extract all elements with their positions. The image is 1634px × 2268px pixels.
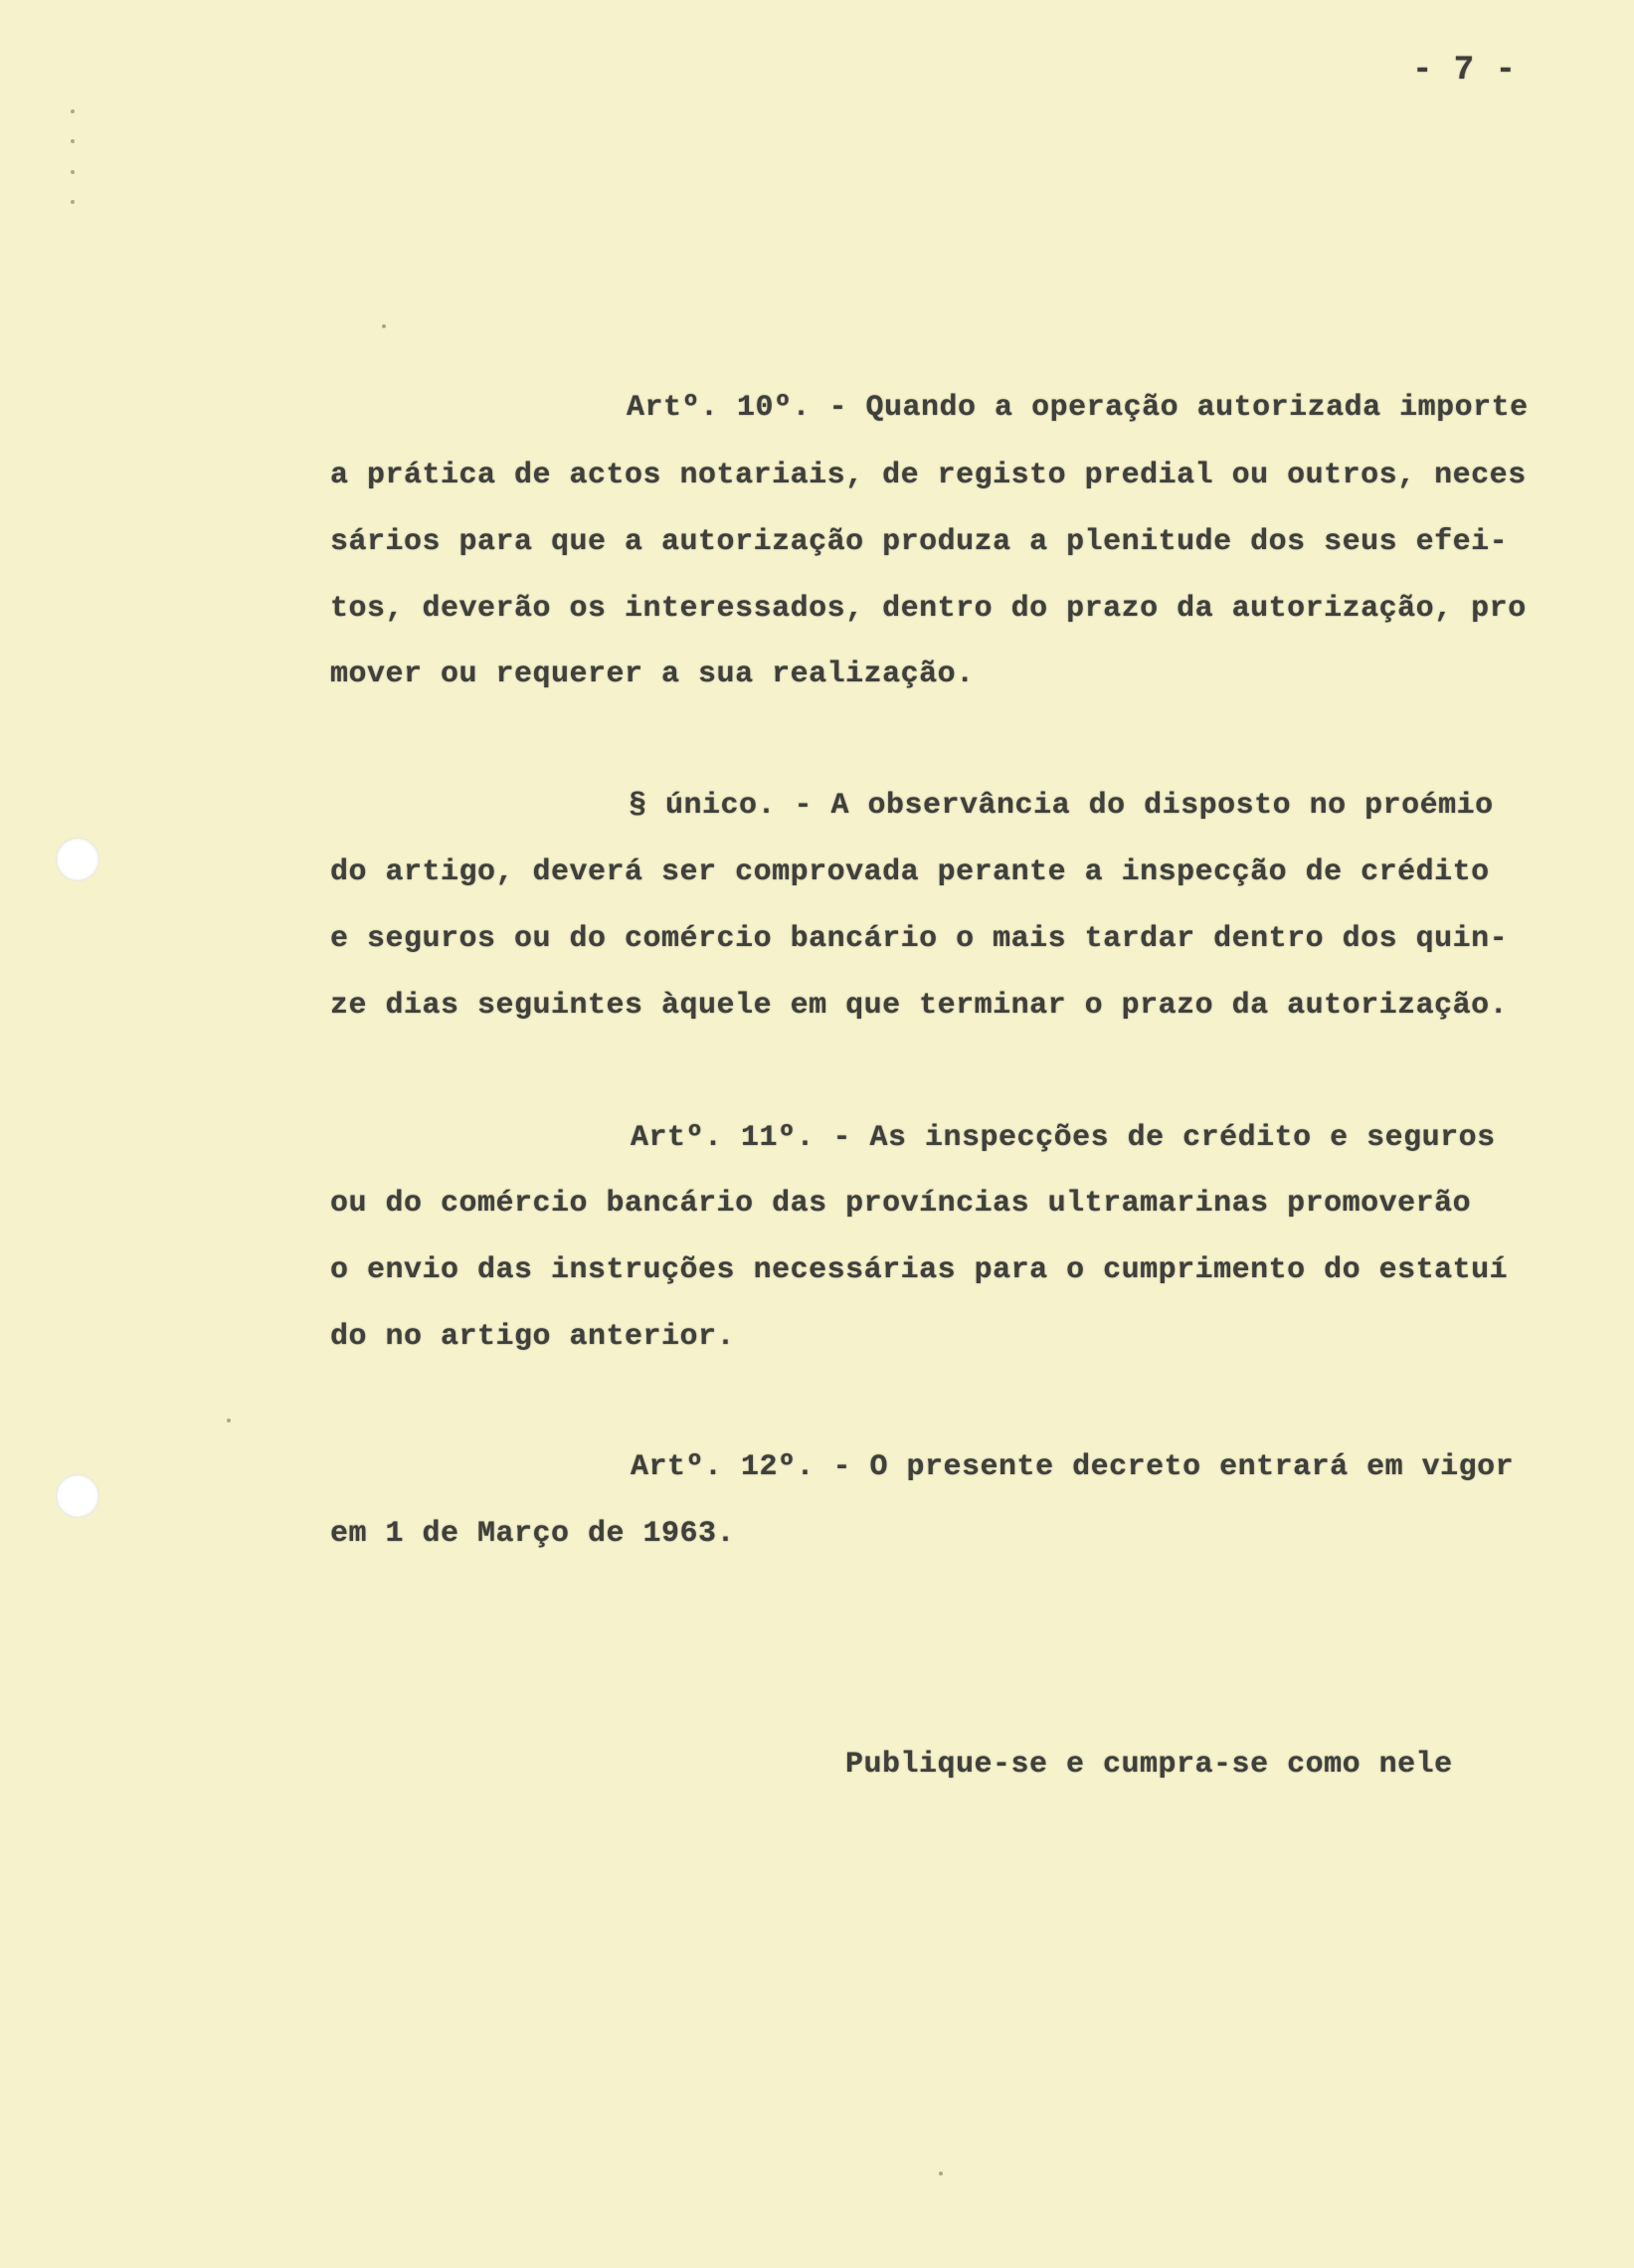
- article-11-line-3: o envio das instruções necessárias para o cumprimento do estatuí: [330, 1253, 1509, 1287]
- article-10-line-5: mover ou requerer a sua realização.: [330, 658, 975, 691]
- paragraph-unico-line-1: § único. - A observância do disposto no proémio: [629, 789, 1494, 823]
- article-12-line-1: Artº. 12º. - O presente decreto entrará em vigor: [631, 1450, 1515, 1484]
- article-11-line-2: ou do comércio bancário das províncias ultramarinas promoverão: [330, 1187, 1472, 1221]
- paper-speck: [227, 1418, 231, 1422]
- margin-dot: [71, 200, 75, 204]
- page-number: - 7 -: [1412, 52, 1517, 90]
- margin-dot: [71, 170, 75, 174]
- margin-dot: [71, 139, 75, 143]
- article-11-line-4: do no artigo anterior.: [330, 1320, 736, 1354]
- punch-hole-lower: [56, 1474, 99, 1518]
- article-10-line-1: Artº. 10º. - Quando a operação autorizada importe: [627, 391, 1529, 425]
- paragraph-unico-line-4: ze dias seguintes àquele em que terminar o prazo da autorização.: [330, 989, 1509, 1023]
- margin-dot: [71, 109, 75, 113]
- paragraph-unico-line-2: do artigo, deverá ser comprovada perante a inspecção de crédito: [330, 855, 1490, 889]
- paper-speck: [382, 324, 386, 328]
- closing-line: Publique-se e cumpra-se como nele: [845, 1748, 1453, 1782]
- paper-speck: [939, 2172, 943, 2175]
- margin-mark: [66, 109, 80, 204]
- punch-hole-upper: [56, 838, 99, 881]
- article-10-line-3: sários para que a autorização produza a plenitude dos seus efei-: [330, 525, 1509, 559]
- article-10-line-4: tos, deverão os interessados, dentro do prazo da autorização, pro: [330, 592, 1527, 626]
- article-10-line-2: a prática de actos notariais, de registo predial ou outros, neces: [330, 459, 1527, 492]
- article-12-line-2: em 1 de Março de 1963.: [330, 1517, 736, 1551]
- article-11-line-1: Artº. 11º. - As inspecções de crédito e seguros: [631, 1121, 1496, 1155]
- paragraph-unico-line-3: e seguros ou do comércio bancário o mais tardar dentro dos quin-: [330, 922, 1509, 956]
